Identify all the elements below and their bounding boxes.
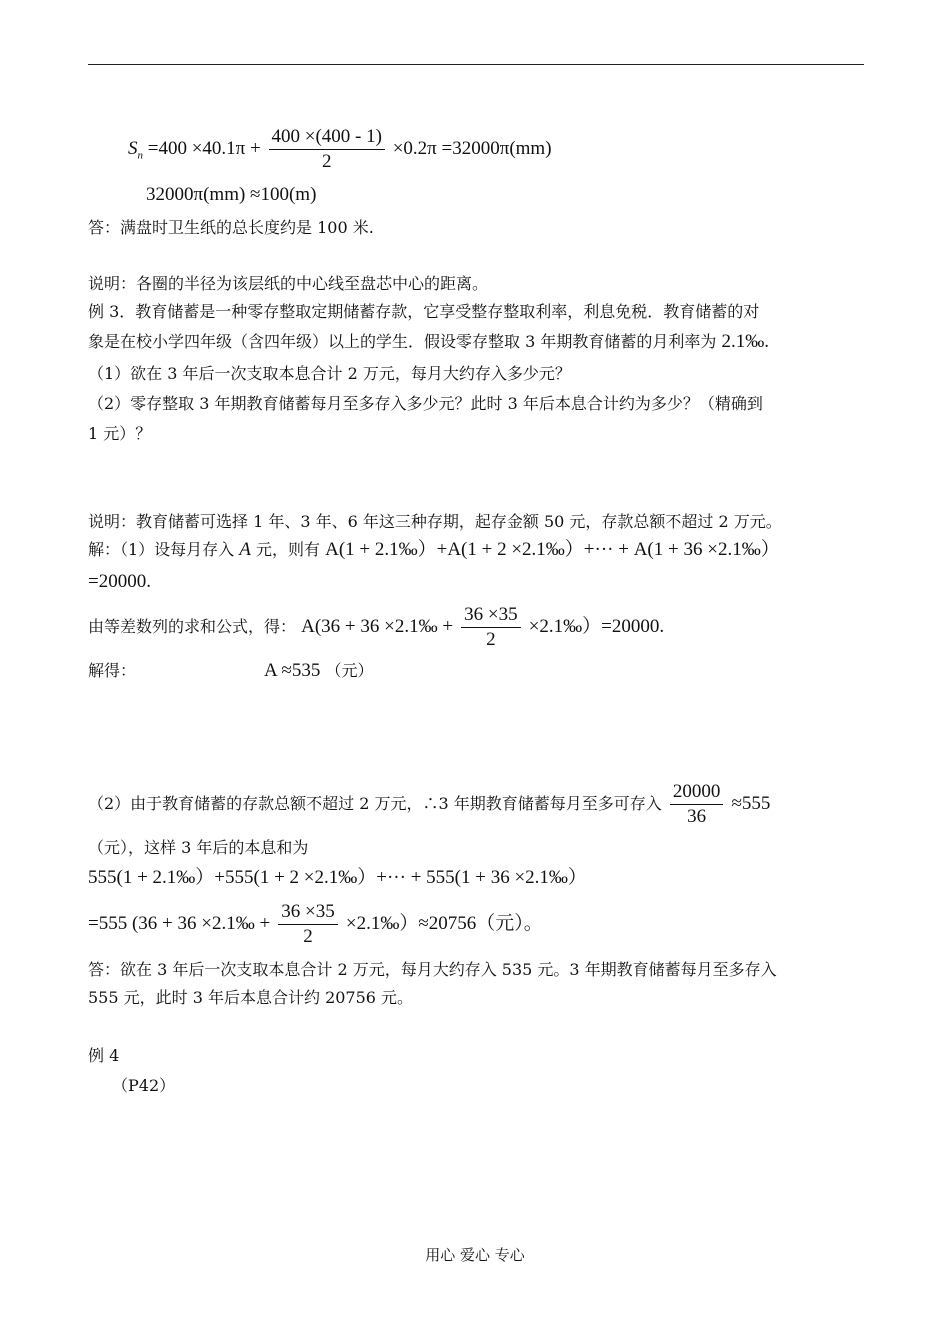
- part-2-eq-denominator: 2: [278, 924, 337, 949]
- sum-pre: A(36 + 36 ×2.1‰ +: [301, 616, 454, 637]
- part-2-eq-numerator: 36 ×35: [281, 901, 335, 922]
- result-value: A ≈535: [264, 660, 321, 681]
- part-2-eq-pre: =555 (36 + 36 ×2.1‰ +: [88, 913, 271, 934]
- sum-fraction: [461, 603, 520, 652]
- sn-equation: [128, 125, 552, 174]
- page-footer: 用心 爱心 专心: [425, 1246, 525, 1264]
- solution-lead: 解：（1）设每月存入: [88, 540, 235, 559]
- result-unit: （元）: [325, 661, 374, 680]
- part-2-eq-post: ×2.1‰）≈20756（元）。: [345, 913, 543, 934]
- part-2-fraction: [670, 780, 724, 829]
- result-value-line: [264, 659, 373, 683]
- answer-2-line-1: 答：欲在 3 年后一次支取本息合计 2 万元，每月大约存入 535 元。3 年期教育储蓄每月至多存入: [88, 960, 777, 979]
- sum-numerator: 36 ×35: [464, 604, 518, 625]
- sum-post: ×2.1‰）=20000.: [528, 616, 665, 637]
- solution-expression: A(1 + 2.1‰）+A(1 + 2 ×2.1‰）+··· + A(1 + 36 ×2.1‰）: [325, 539, 780, 560]
- part-2-numerator: 20000: [672, 781, 721, 802]
- example-3-line-1: 例 3．教育储蓄是一种零存整取定期储蓄存款，它享受整存整取利率，利息免税．教育储蓄的对: [88, 302, 760, 321]
- sum-lead: 由等差数列的求和公式，得：: [88, 617, 297, 636]
- result-lead: 解得：: [88, 661, 137, 680]
- note-2: 说明：教育储蓄可选择 1 年、3 年、6 年这三种存期，起存金额 50 元，存款总额不超过 2 万元。: [88, 512, 782, 531]
- solution-mid: 元，则有: [255, 540, 320, 559]
- sn-numerator: 400 ×(400 - 1): [271, 126, 382, 147]
- note-1: 说明：各圈的半径为该层纸的中心线至盘芯中心的距离。: [88, 274, 489, 293]
- variable-a: A: [239, 539, 251, 560]
- example-4: 例 4: [88, 1046, 120, 1065]
- sum-formula-line: [88, 603, 664, 652]
- part-2-equation: [88, 900, 543, 949]
- header-rule: [88, 64, 864, 65]
- sn-symbol: S: [128, 137, 138, 159]
- part-2-lead: （2）由于教育储蓄的存款总额不超过 2 万元，∴3 年期教育储蓄每月至多可存入: [88, 794, 662, 813]
- result-line: [88, 659, 136, 683]
- question-1: （1）欲在 3 年后一次支取本息合计 2 万元，每月大约存入多少元？: [88, 364, 571, 383]
- example-3-text: 象是在校小学四年级（含四年级）以上的学生．假设零存整取 3 年期教育储蓄的月利率为: [88, 332, 717, 351]
- part-2-denominator: 36: [670, 804, 724, 829]
- question-2-line-1: （2）零存整取 3 年期教育储蓄每月至多存入多少元？此时 3 年后本息合计约为多少？（精确到: [88, 394, 763, 413]
- sn-middle: =400 ×40.1π +: [147, 137, 261, 159]
- solution-1-equals: =20000.: [88, 571, 151, 592]
- sum-denominator: 2: [461, 627, 520, 652]
- answer-2-line-2: 555 元，此时 3 年后本息合计约 20756 元。: [88, 988, 414, 1007]
- part-2-approx: ≈555: [731, 793, 771, 814]
- monthly-rate: 2.1‰.: [721, 331, 769, 352]
- sn-fraction: [269, 125, 385, 174]
- question-2-line-2: 1 元）？: [88, 424, 152, 443]
- solution-1-line-1: [88, 538, 780, 562]
- example-4-reference: （P42）: [112, 1076, 176, 1095]
- part-2-expression: 555(1 + 2.1‰）+555(1 + 2 ×2.1‰）+··· + 555(1 + 36 ×2.1‰）: [88, 867, 587, 888]
- sn-rhs: ×0.2π =32000π(mm): [392, 137, 552, 159]
- part-2-eq-fraction: [278, 900, 337, 949]
- sn-subscript: n: [137, 149, 143, 162]
- example-3-line-2: [88, 330, 769, 354]
- part-2-line-2: （元），这样 3 年后的本息和为: [88, 838, 309, 857]
- sn-denominator: 2: [269, 149, 385, 174]
- answer-1: 答：满盘时卫生纸的总长度约是 100 米.: [88, 218, 374, 237]
- approx-line: 32000π(mm) ≈100(m): [146, 184, 317, 205]
- part-2-line-1: [88, 780, 770, 829]
